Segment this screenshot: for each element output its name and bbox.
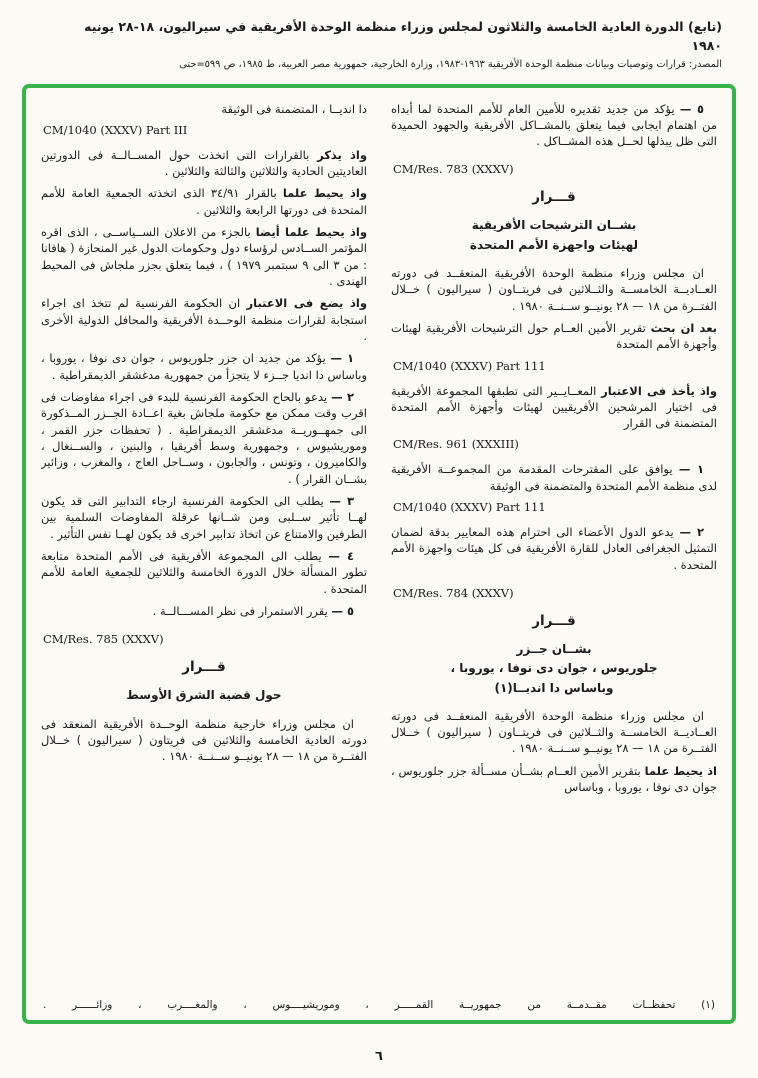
- clause-lead: واذ يحيط علما: [282, 186, 367, 201]
- clause-lead: اذ يحيط علما: [644, 763, 717, 778]
- document-reference: CM/Res. 784 (XXXV): [393, 586, 514, 601]
- clause-text: يؤكد من جديد تقديره للأمين العام للأمم المتحدة لما أبداه من اهتمام ايجابى فيما يتعلق بالمشــاكل الأفريقية والجهود الحميدة التى ظل يبذلها لحــل هذه المشــاكل .: [391, 101, 717, 149]
- clause-lead: ١ —: [678, 462, 704, 477]
- resolution-clause: [41, 350, 367, 383]
- clause-lead: ٤ —: [328, 549, 354, 564]
- resolution-heading: قـــرار: [532, 613, 576, 630]
- resolution-heading: قـــرار: [182, 659, 226, 676]
- clause-lead: ٢ —: [679, 525, 704, 540]
- resolution-clause: [391, 320, 717, 353]
- document-header: [22, 14, 736, 70]
- resolution-clause: [41, 603, 367, 619]
- resolution-clause: [41, 224, 367, 289]
- resolution-clause: [41, 295, 367, 344]
- content-frame: [22, 84, 736, 1024]
- clause-text: يؤكد من جديد ان جزر جلوريوس ، جوان دى نوفا ، يوروبا ، وباساس دا انديا جــزء لا يتجزأ من جمهورية مدغشقر الديمقراطية .: [41, 351, 367, 382]
- clause-text: يدعو بالحاح الحكومة الفرنسية للبدء فى اجراء مفاوضات فى اقرب وقت ممكن مع حكومة ملجاش بغية اعــادة الجــزر المــذكورة الى جمهــوريــة مدغشقر الديمقراطية . ( تحفظات جزر القمر ، وموريشيوس ، وجمهورية وسط أفريقيا ، والبنين ، والســنغال ، والكاميرون ، وتونس ، والجابون ، وســاحل العاج ، والمغرب ، وزائير بشــان القرار ) .: [41, 390, 367, 486]
- header-session-title: (تابع) الدورة العادية الخامسة والثلاثون لمجلس وزراء منظمة الوحدة الأفريقية في سيراليون، ١٨-٢٨ يونيه ١٩٨٠: [84, 19, 722, 53]
- resolution-clause: [41, 147, 367, 180]
- resolution-clause: [391, 101, 717, 150]
- clause-lead: واذ يذكر: [317, 147, 367, 162]
- resolution-clause: [41, 389, 367, 487]
- resolution-subject: وباساس دا انديــا(١): [494, 680, 614, 695]
- clause-text: بتقرير الأمين العــام بشــأن مســألة جزر جلوريوس ، جوان دى نوفا ، يوروبا ، وباساس: [391, 763, 717, 794]
- column-right: [391, 101, 717, 986]
- document-reference: CM/Res. 783 (XXXV): [393, 162, 514, 177]
- resolution-paragraph: ان مجلس وزراء منظمة الوحدة الأفريقية المنعقــد فى دورته العــاديــة الخامســة والثــلاثين فى فريتــاون ( سيراليون ) خــلال الفتــرة من ١٨ — ٢٨ يونيــو ســنــة ١٩٨٠ .: [391, 708, 717, 756]
- clause-lead: واذ يأخذ فى الاعتبار: [601, 383, 717, 398]
- document-reference: CM/1040 (XXXV) Part III: [43, 122, 188, 137]
- resolution-subject: بشــان الترشيحات الأفريقية: [471, 218, 637, 233]
- clause-text: المعــايــير التى تطبقها المجموعة الأفريقية فى اختيار المرشحين الأفريقيين لهيئات وأجهزة الأمم المتحدة المتضمنة فى القرار: [391, 383, 717, 431]
- resolution-subject: بشــان جــزر: [516, 642, 592, 657]
- clause-lead: بعد ان بحث: [650, 320, 717, 335]
- document-reference: CM/Res. 785 (XXXV): [43, 632, 164, 647]
- resolution-paragraph: دا انديــا ، المتضمنة فى الوثيقة: [221, 101, 367, 116]
- document-reference: CM/Res. 961 (XXXIII): [393, 437, 519, 452]
- clause-lead: ٥ —: [679, 101, 705, 116]
- footnote: (١) تحفظــات مقــدمــة من جمهوريــة القمـــــر ، وموريشيــــوس ، والمغــــرب ، وزائــــــر .: [43, 998, 715, 1011]
- clause-text: بالقرارات التى اتخذت حول المســالــة فى الدورتين العاديتين الحادية والثلاثين والثالثة والثلاثين .: [41, 147, 367, 179]
- resolution-heading: قـــرار: [532, 189, 576, 206]
- clause-lead: واذ يحيط علما أيضا: [255, 225, 368, 240]
- clause-text: يوافق على المقترحات المقدمة من المجموعــة الأفريقية لدى منظمة الأمم المتحدة والمتضمنة فى الوثيقة: [391, 462, 717, 493]
- resolution-subject: لهيئات واجهزة الأمم المتحدة: [469, 237, 639, 252]
- clause-lead: ٣ —: [329, 494, 354, 509]
- clause-lead: ٥ —: [331, 604, 354, 619]
- clause-lead: واذ يضع فى الاعتبار: [246, 296, 367, 311]
- resolution-subject: جلوريوس ، جوان دى نوفا ، يوروبا ،: [450, 661, 658, 676]
- resolution-clause: [41, 185, 367, 218]
- resolution-paragraph: ان مجلس وزراء خارجية منظمة الوحــدة الأفريقية المنعقد فى دورته العادية الخامسة والثلاثين فى فريتاون ( سيراليون ) خــلال الفتــرة من ١٨ — ٢٨ يونيــو ســنــة ١٩٨٠ .: [41, 716, 367, 764]
- resolution-clause: [391, 763, 717, 796]
- clause-lead: ١ —: [330, 351, 354, 366]
- document-reference: CM/1040 (XXXV) Part 111: [393, 500, 546, 515]
- clause-text: يقرر الاستمرار فى نظر المســـالــة .: [152, 604, 328, 619]
- clause-text: يطلب الى الحكومة الفرنسية ارجاء التدابير التى قد يكون لهــا تأثير ســلبى ومن شــانها عرقلة المفاوضات السلمية بين الطرفين والامتناع عن اتخاذ تدابير اخرى قد يكون لهــا نفس التأثير .: [41, 494, 367, 541]
- resolution-clause: [391, 524, 717, 573]
- resolution-clause: [41, 548, 367, 597]
- two-column-layout: [41, 101, 717, 986]
- resolution-paragraph: ان مجلس وزراء منظمة الوحدة الأفريقية المنعقــد فى دورته العــاديــة الخامســة والثــلاثين فى فريتــاون ( سيراليون ) خــلال الفتــرة من ١٨ — ٢٨ يونيــو ســنــة ١٩٨٠ .: [391, 265, 717, 313]
- resolution-clause: [391, 461, 717, 494]
- resolution-clause: [41, 493, 367, 542]
- column-left: [41, 101, 367, 986]
- clause-text: بالجزء من الاعلان الســياســى ، الذى اقره المؤتمر الســادس لرؤساء دول وحكومات الدول غير المنحازة ( هافانا : من ٣ الى ٩ سبتمبر ١٩٧٩ ) ، فيما يتعلق بجزر ملجاش فى المحيط الهندى .: [41, 225, 367, 289]
- clause-text: يدعو الدول الأعضاء الى احترام هذه المعايير بدقة لضمان التمثيل الجغرافى العادل للقارة الأفريقية فى كل هيئات واجهزة الأمم المتحدة .: [391, 525, 717, 572]
- header-source-line: المصدر: قرارات وتوصيات وبيانات منظمة الوحدة الأفريقية ١٩٦٣-١٩٨٣، وزارة الخارجية، جمهورية مصر العربية، ط ١٩٨٥، ص ٥٩٩=حتى: [179, 58, 722, 70]
- clause-text: يطلب الى المجموعة الأفريقية فى الأمم المتحدة متابعة تطور المسألة خلال الدورة الخامسة والثلاثين للجمعية العامة للأمم المتحدة .: [41, 549, 367, 596]
- clause-text: تقرير الأمين العــام حول الترشيحات الأفريقية لهيئات وأجهزة الأمم المتحدة: [391, 320, 717, 352]
- resolution-subject: حول قضية الشرق الأوسط: [126, 688, 282, 703]
- resolution-clause: [391, 383, 717, 432]
- clause-text: بالقرار ٣٤/٩١ الذى اتخذته الجمعية العامة للأمم المتحدة فى دورتها الرابعة والثلاثين .: [41, 186, 367, 217]
- document-reference: CM/1040 (XXXV) Part 111: [393, 358, 546, 373]
- clause-lead: ٢ —: [331, 390, 355, 405]
- page-number: ٦: [375, 1049, 383, 1064]
- clause-text: ان الحكومة الفرنسية لم تتخذ اى اجراء استجابة لقرارات منظمة الوحــدة الأفريقية والمحافل الدولية الأخرى .: [41, 296, 367, 344]
